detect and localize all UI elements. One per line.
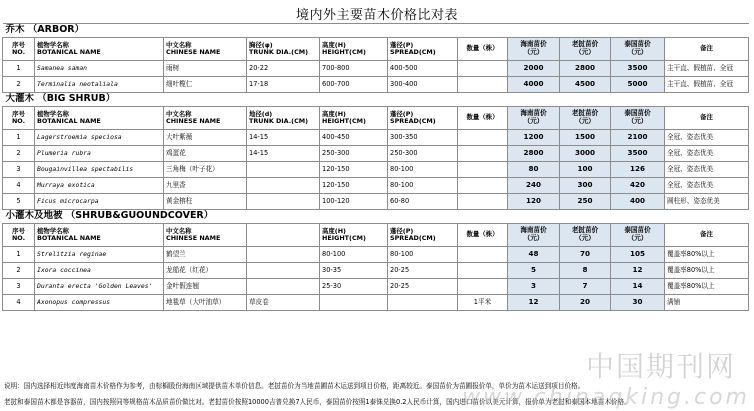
cell-qty [458, 162, 508, 178]
cell-cn: 鸡蛋花 [164, 146, 247, 162]
header-cell-thai: 泰国苗价 （元） [611, 38, 665, 61]
header-cell-thai: 泰国苗价 （元） [611, 224, 665, 247]
page-title: 境内外主要苗木价格比对表 [295, 8, 458, 23]
cell-spread [388, 295, 458, 311]
header-cell-note: 备注 [665, 38, 749, 61]
header-cell-idx: 序号 NO. [3, 38, 35, 61]
cell-note: 圆柱形、姿态优美 [665, 194, 749, 210]
cell-height: 80-100 [320, 247, 388, 263]
cell-hainan: 12 [508, 295, 560, 311]
watermark-logo: 中国期刊网 [585, 350, 736, 383]
cell-trunk [247, 279, 320, 295]
header-cell-spread: 蓬径(P) SPREAD(CM) [388, 38, 458, 61]
cell-spread: 80-100 [388, 178, 458, 194]
section-title: 大灌木 （BIG SHRUB） [3, 93, 749, 107]
header-cell-trunk: 胸径(φ) TRUNK DIA.(CM) [247, 38, 320, 61]
section-heading [3, 93, 749, 107]
cell-cn: 三角梅（叶子花） [164, 162, 247, 178]
cell-note: 覆盖率80%以上 [665, 247, 749, 263]
cell-height: 30-35 [320, 263, 388, 279]
table-row [3, 61, 749, 77]
cell-spread: 60-80 [388, 194, 458, 210]
table-row [3, 130, 749, 146]
cell-qty [458, 247, 508, 263]
cell-bot: Samanea saman [35, 61, 164, 77]
section-title: 小灌木及地被 （SHRUB&GUOUNDCOVER） [3, 210, 749, 224]
header-cell-spread: 蓬径(P) SPREAD(CM) [388, 224, 458, 247]
cell-spread: 400-500 [388, 61, 458, 77]
cell-height: 700-800 [320, 61, 388, 77]
header-row [3, 107, 749, 130]
cell-laos: 300 [560, 178, 611, 194]
cell-hainan: 2000 [508, 61, 560, 77]
cell-note: 全冠、姿态优美 [665, 130, 749, 146]
cell-hainan: 240 [508, 178, 560, 194]
cell-trunk [247, 247, 320, 263]
cell-thai: 126 [611, 162, 665, 178]
header-cell-qty: 数量（株） [458, 224, 508, 247]
cell-trunk [247, 194, 320, 210]
header-cell-hainan: 海南苗价 （元） [508, 107, 560, 130]
table-row [3, 295, 749, 311]
section-heading [3, 24, 749, 38]
cell-laos: 2800 [560, 61, 611, 77]
cell-height: 25-30 [320, 279, 388, 295]
note-line-2: 老挝和泰国苗木都是容器苗，国内按照同等规格苗木品质苗价做比对。老挝苗价按照10000吉普兑换7人民币，泰国苗价按照1泰铢兑换0.2人民币计算，国内进口苗价以美元计算，报价单为老挝和泰国本地苗木价格。 [4, 398, 631, 406]
cell-qty [458, 178, 508, 194]
cell-note: 主干直、假植苗、全冠 [665, 61, 749, 77]
table-row [3, 247, 749, 263]
cell-hainan: 5 [508, 263, 560, 279]
header-cell-laos: 老挝苗价 （元） [560, 224, 611, 247]
cell-bot: Murraya exotica [35, 178, 164, 194]
cell-height: 120-150 [320, 178, 388, 194]
cell-note: 主干直、假植苗、全冠 [665, 77, 749, 93]
cell-idx: 5 [3, 194, 35, 210]
cell-qty [458, 130, 508, 146]
cell-idx: 4 [3, 295, 35, 311]
cell-note: 全冠、姿态优美 [665, 162, 749, 178]
cell-thai: 400 [611, 194, 665, 210]
cell-cn: 大叶紫薇 [164, 130, 247, 146]
cell-idx: 1 [3, 130, 35, 146]
cell-bot: Strelitzia reginae [35, 247, 164, 263]
cell-thai: 3500 [611, 146, 665, 162]
header-cell-cn: 中文名称 CHINESE NAME [164, 224, 247, 247]
cell-trunk: 14-15 [247, 146, 320, 162]
cell-trunk: 草皮卷 [247, 295, 320, 311]
cell-idx: 3 [3, 279, 35, 295]
header-cell-cn: 中文名称 CHINESE NAME [164, 38, 247, 61]
cell-hainan: 2800 [508, 146, 560, 162]
cell-hainan: 80 [508, 162, 560, 178]
cell-thai: 12 [611, 263, 665, 279]
header-cell-bot: 植物学名称 BOTANICAL NAME [35, 224, 164, 247]
cell-qty [458, 279, 508, 295]
watermark-url: www.chinaqking.com [462, 385, 750, 410]
cell-laos: 20 [560, 295, 611, 311]
cell-height: 600-700 [320, 77, 388, 93]
header-cell-hainan: 海南苗价 （元） [508, 224, 560, 247]
cell-bot: Lagerstroemia speciosa [35, 130, 164, 146]
note-line-1: 说明：国内选择相近纬度海南苗木价格作为参考，由棕榈股份海南区域提供苗木单价信息。老挝苗价为当地苗圃苗木运送到项目价格，距离较近。泰国苗价为苗圃报价单，单价为苗木运送到项目价格。 [4, 382, 585, 390]
cell-hainan: 4000 [508, 77, 560, 93]
cell-qty [458, 146, 508, 162]
header-cell-height: 高度(H) HEIGHT(CM) [320, 107, 388, 130]
cell-spread: 300-400 [388, 77, 458, 93]
cell-qty [458, 263, 508, 279]
cell-idx: 2 [3, 77, 35, 93]
header-cell-thai: 泰国苗价 （元） [611, 107, 665, 130]
header-cell-idx: 序号 NO. [3, 224, 35, 247]
header-cell-laos: 老挝苗价 （元） [560, 107, 611, 130]
header-cell-bot: 植物学名称 BOTANICAL NAME [35, 107, 164, 130]
cell-height: 100-120 [320, 194, 388, 210]
cell-cn: 鹤望兰 [164, 247, 247, 263]
cell-qty [458, 194, 508, 210]
cell-bot: Axonopus compressus [35, 295, 164, 311]
cell-laos: 100 [560, 162, 611, 178]
header-cell-trunk [247, 224, 320, 247]
cell-spread: 80-100 [388, 162, 458, 178]
header-cell-note: 备注 [665, 107, 749, 130]
price-comparison-table [2, 23, 749, 311]
cell-hainan: 120 [508, 194, 560, 210]
cell-qty [458, 61, 508, 77]
cell-laos: 7 [560, 279, 611, 295]
header-cell-bot: 植物学名称 BOTANICAL NAME [35, 38, 164, 61]
cell-thai: 420 [611, 178, 665, 194]
cell-thai: 14 [611, 279, 665, 295]
cell-note: 覆盖率80%以上 [665, 279, 749, 295]
header-cell-cn: 中文名称 CHINESE NAME [164, 107, 247, 130]
cell-cn: 九里香 [164, 178, 247, 194]
cell-laos: 8 [560, 263, 611, 279]
cell-hainan: 48 [508, 247, 560, 263]
cell-idx: 4 [3, 178, 35, 194]
cell-spread: 80-100 [388, 247, 458, 263]
table-row [3, 279, 749, 295]
cell-bot: Plumeria rubra [35, 146, 164, 162]
cell-hainan: 1200 [508, 130, 560, 146]
cell-thai: 105 [611, 247, 665, 263]
cell-thai: 3500 [611, 61, 665, 77]
header-cell-note: 备注 [665, 224, 749, 247]
cell-note: 全冠、姿态优美 [665, 146, 749, 162]
cell-cn: 黄金榕柱 [164, 194, 247, 210]
cell-note: 满铺 [665, 295, 749, 311]
cell-laos: 1500 [560, 130, 611, 146]
cell-idx: 2 [3, 146, 35, 162]
cell-bot: Ixora coccinea [35, 263, 164, 279]
cell-bot: Terminalia neotaliala [35, 77, 164, 93]
table-row [3, 77, 749, 93]
cell-trunk: 17-18 [247, 77, 320, 93]
header-row [3, 38, 749, 61]
cell-cn: 龙船花（红花） [164, 263, 247, 279]
cell-trunk: 14-15 [247, 130, 320, 146]
table-row [3, 162, 749, 178]
cell-thai: 5000 [611, 77, 665, 93]
cell-laos: 250 [560, 194, 611, 210]
cell-cn: 金叶假连翘 [164, 279, 247, 295]
header-cell-laos: 老挝苗价 （元） [560, 38, 611, 61]
header-cell-qty: 数量（株） [458, 38, 508, 61]
cell-height [320, 295, 388, 311]
header-cell-height: 高度(H) HEIGHT(CM) [320, 224, 388, 247]
header-cell-idx: 序号 NO. [3, 107, 35, 130]
cell-laos: 70 [560, 247, 611, 263]
cell-cn: 细叶榄仁 [164, 77, 247, 93]
cell-laos: 4500 [560, 77, 611, 93]
cell-note: 全冠、姿态优美 [665, 178, 749, 194]
cell-thai: 2100 [611, 130, 665, 146]
cell-cn: 地毯草（大叶油草） [164, 295, 247, 311]
cell-height: 400-450 [320, 130, 388, 146]
cell-trunk [247, 162, 320, 178]
header-cell-qty: 数量（株） [458, 107, 508, 130]
cell-note: 覆盖率80%以上 [665, 263, 749, 279]
cell-laos: 3000 [560, 146, 611, 162]
table-row [3, 146, 749, 162]
cell-height: 120-150 [320, 162, 388, 178]
cell-trunk [247, 178, 320, 194]
cell-thai: 30 [611, 295, 665, 311]
cell-idx: 1 [3, 61, 35, 77]
cell-spread: 300-350 [388, 130, 458, 146]
cell-qty: 1平米 [458, 295, 508, 311]
cell-hainan: 3 [508, 279, 560, 295]
cell-height: 250-300 [320, 146, 388, 162]
section-heading [3, 210, 749, 224]
cell-idx: 2 [3, 263, 35, 279]
header-row [3, 224, 749, 247]
cell-bot: Duranta erecta 'Golden Leaves' [35, 279, 164, 295]
cell-idx: 3 [3, 162, 35, 178]
header-cell-height: 高度(H) HEIGHT(CM) [320, 38, 388, 61]
cell-bot: Bougainvillea spectabilis [35, 162, 164, 178]
cell-idx: 1 [3, 247, 35, 263]
cell-spread: 20-25 [388, 263, 458, 279]
cell-spread: 250-300 [388, 146, 458, 162]
cell-qty [458, 77, 508, 93]
cell-cn: 雨树 [164, 61, 247, 77]
header-cell-hainan: 海南苗价 （元） [508, 38, 560, 61]
cell-trunk [247, 263, 320, 279]
cell-bot: Ficus microcarpa [35, 194, 164, 210]
cell-spread: 20-25 [388, 279, 458, 295]
table-row [3, 263, 749, 279]
cell-trunk: 20-22 [247, 61, 320, 77]
table-row [3, 178, 749, 194]
header-cell-trunk: 地径(d) TRUNK DIA.(CM) [247, 107, 320, 130]
section-title: 乔木 （ARBOR） [3, 24, 749, 38]
header-cell-spread: 蓬径(P) SPREAD(CM) [388, 107, 458, 130]
table-row [3, 194, 749, 210]
